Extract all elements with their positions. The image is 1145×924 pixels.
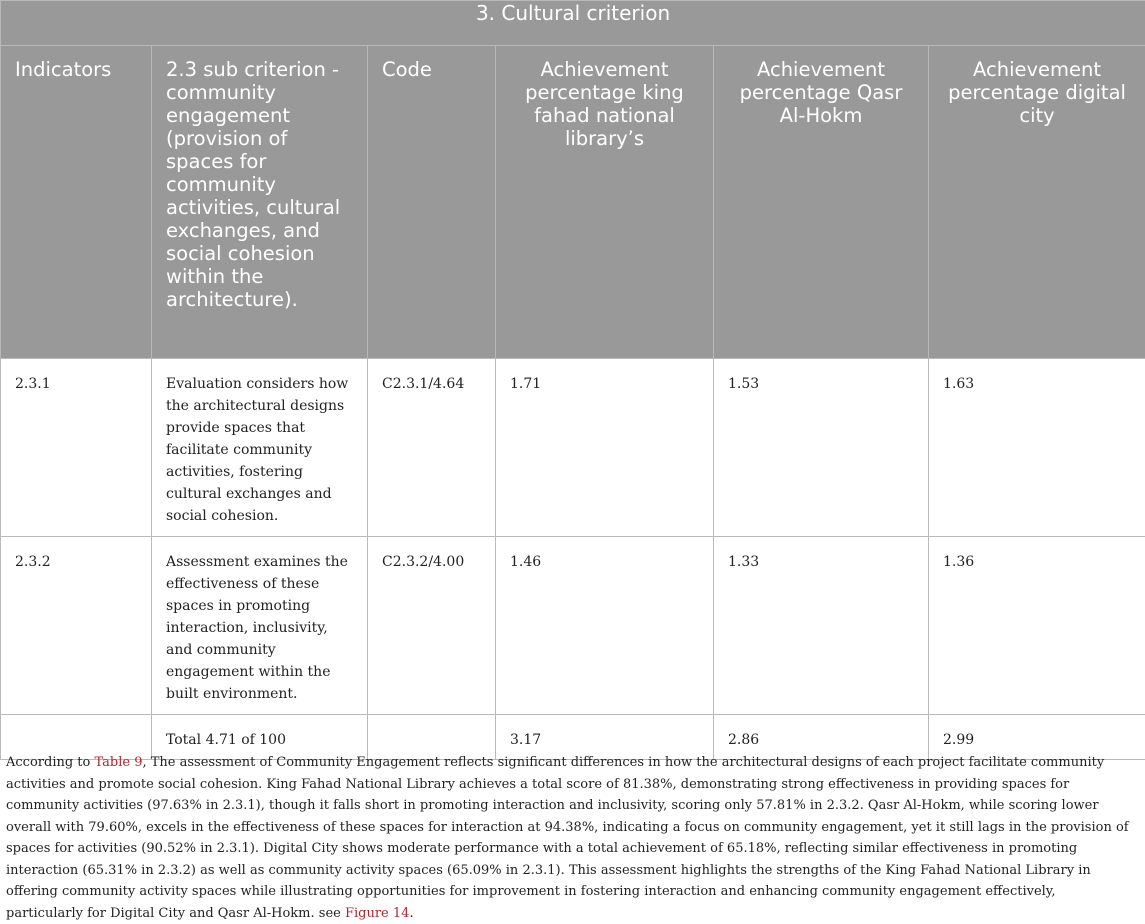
cell-qasr-al-hokm-total: 2.86	[714, 715, 929, 760]
header-achievement-digital-city: Achievement percentage digital city	[929, 46, 1145, 359]
figure-14-link[interactable]: Figure 14	[345, 906, 409, 921]
table-row	[1, 537, 1145, 715]
table-caption-row	[1, 1, 1145, 46]
cell-description: Evaluation considers how the architectural designs provide spaces that facilitate community activities, fostering cultural exchanges and social cohesion.	[152, 359, 368, 537]
cell-indicator: 2.3.1	[1, 359, 152, 537]
paragraph-lead: According to	[6, 755, 94, 770]
table-caption: 3. Cultural criterion	[1, 1, 1145, 46]
header-achievement-kfnl: Achievement percentage king fahad national library’s	[496, 46, 714, 359]
cell-qasr-al-hokm: 1.53	[714, 359, 929, 537]
table-row	[1, 359, 1145, 537]
cell-qasr-al-hokm: 1.33	[714, 537, 929, 715]
cell-total-label: Total 4.71 of 100	[152, 715, 368, 760]
cell-kfnl: 1.71	[496, 359, 714, 537]
cell-indicator: 2.3.2	[1, 537, 152, 715]
cell-kfnl: 1.46	[496, 537, 714, 715]
header-sub-criterion: 2.3 sub criterion - community engagement (provision of spaces for community activities, cultural exchanges, and social cohesion within the architecture).	[152, 46, 368, 359]
paragraph-body: , The assessment of Community Engagement reflects significant differences in how the architectural designs of each project facilitate community activities and promote social cohesion. King Fahad National Library achieves a total score of 81.38%, demonstrating strong effectiveness in providing spaces for community activities (97.63% in 2.3.1), though it falls short in promoting interaction and inclusivity, scoring only 57.81% in 2.3.2. Qasr Al-Hokm, while scoring lower overall with 79.60%, excels in the effectiveness of these spaces for interaction at 94.38%, indicating a focus on community engagement, yet it still lags in the provision of spaces for activities (90.52% in 2.3.1). Digital City shows moderate performance with a total achievement of 65.18%, reflecting similar effectiveness in promoting interaction (65.31% in 2.3.2) as well as community activity spaces (65.09% in 2.3.1). This assessment highlights the strengths of the King Fahad National Library in offering community activity spaces while illustrating opportunities for improvement in fostering interaction and enhancing community engagement effectively, particularly for Digital City and Qasr Al-Hokm. see	[6, 755, 1129, 921]
table-header-row	[1, 46, 1145, 359]
header-indicators: Indicators	[1, 46, 152, 359]
table-9-link[interactable]: Table 9	[94, 755, 142, 770]
header-achievement-qasr-al-hokm: Achievement percentage Qasr Al-Hokm	[714, 46, 929, 359]
cell-digital-city-total: 2.99	[929, 715, 1145, 760]
body-paragraph	[6, 752, 1136, 924]
cell-digital-city: 1.63	[929, 359, 1145, 537]
cell-code: C2.3.2/4.00	[368, 537, 496, 715]
cell-kfnl-total: 3.17	[496, 715, 714, 760]
cell-digital-city: 1.36	[929, 537, 1145, 715]
header-code: Code	[368, 46, 496, 359]
paragraph-tail: .	[409, 906, 413, 921]
cell-code: C2.3.1/4.64	[368, 359, 496, 537]
cell-description: Assessment examines the effectiveness of these spaces in promoting interaction, inclusivity, and community engagement within the built environment.	[152, 537, 368, 715]
